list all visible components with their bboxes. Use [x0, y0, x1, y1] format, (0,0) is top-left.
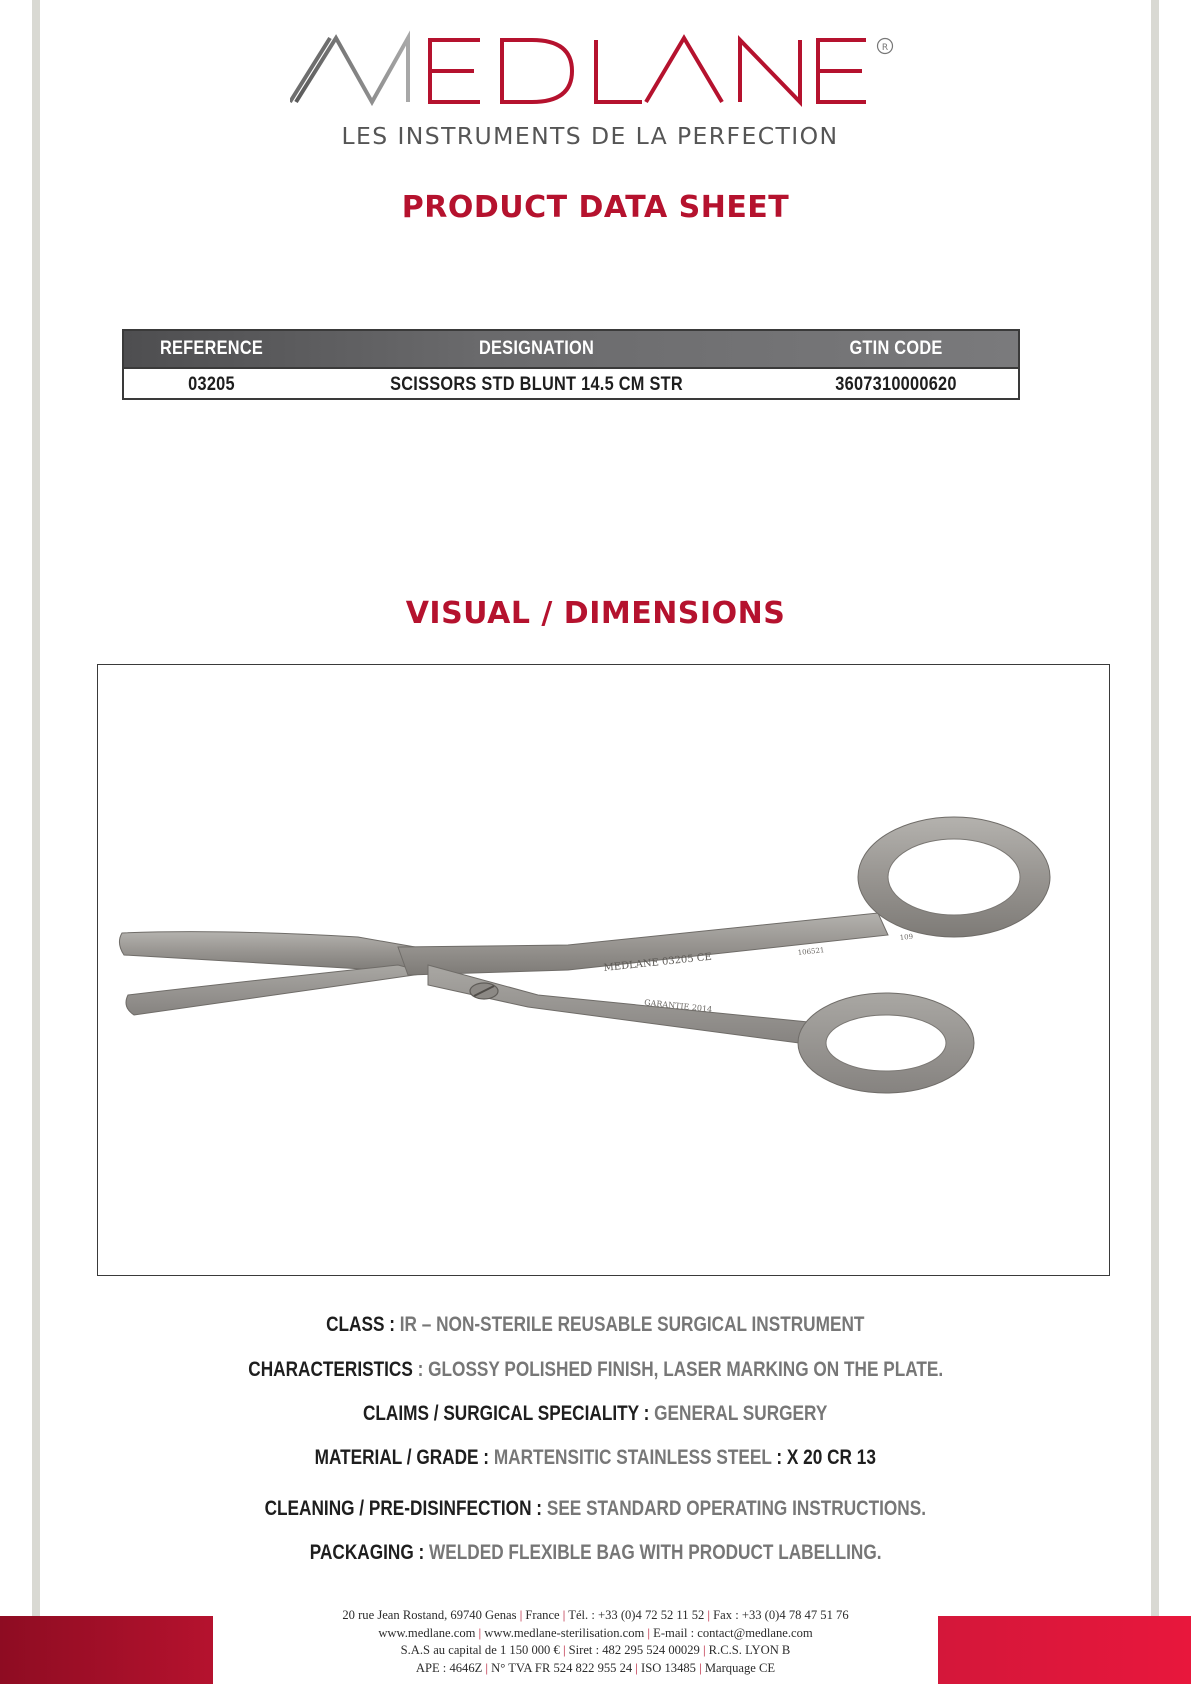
footer-ce: Marquage CE — [704, 1660, 776, 1675]
footer-separator: | — [635, 1660, 638, 1675]
footer-company-info — [0, 1607, 1191, 1677]
medlane-wordmark — [290, 30, 910, 120]
footer-web-1[interactable]: www.medlane.com — [378, 1625, 476, 1640]
spec-cleaning-label: CLEANING / PRE-DISINFECTION : — [264, 1497, 543, 1520]
spec-material-value: MARTENSITIC STAINLESS STEEL — [494, 1446, 772, 1469]
spec-cleaning — [0, 1497, 1191, 1521]
footer-ape: APE : 4646Z — [415, 1660, 483, 1675]
footer-separator: | — [707, 1608, 710, 1622]
spec-material — [0, 1446, 1191, 1470]
spec-material-label: MATERIAL / GRADE : — [314, 1446, 490, 1469]
footer-separator: | — [478, 1625, 482, 1640]
cell-reference: 03205 — [188, 373, 235, 395]
spec-packaging — [0, 1541, 1191, 1565]
medlane-logo — [290, 30, 910, 150]
spec-cleaning-value: SEE STANDARD OPERATING INSTRUCTIONS. — [547, 1497, 927, 1520]
footer-capital: S.A.S au capital de 1 150 000 € — [400, 1643, 560, 1657]
spec-packaging-label: PACKAGING : — [309, 1541, 425, 1564]
footer-rcs: R.C.S. LYON B — [708, 1643, 791, 1657]
footer-line-2 — [0, 1625, 1191, 1643]
visual-dimensions-title: VISUAL / DIMENSIONS — [405, 596, 786, 631]
footer-separator: | — [699, 1660, 702, 1675]
spec-characteristics-label: CHARACTERISTICS — [248, 1358, 413, 1381]
marking-serial: 106521 — [797, 946, 825, 957]
footer-country: France — [525, 1608, 560, 1622]
spec-characteristics — [0, 1358, 1191, 1382]
brand-tagline: LES INSTRUMENTS DE LA PERFECTION — [341, 122, 839, 150]
spec-class — [0, 1313, 1191, 1337]
marking-shank: MEDLANE 03205 CE — [603, 951, 713, 974]
spec-packaging-value: WELDED FLEXIBLE BAG WITH PRODUCT LABELLING. — [428, 1541, 882, 1564]
footer-separator: | — [562, 1608, 566, 1622]
product-data-sheet-title: PRODUCT DATA SHEET — [401, 190, 790, 225]
spec-claims-label: CLAIMS / SURGICAL SPECIALITY : — [363, 1402, 650, 1425]
footer-web-2[interactable]: www.medlane-sterilisation.com — [484, 1625, 645, 1640]
footer-fax: Fax : +33 (0)4 78 47 51 76 — [713, 1608, 849, 1622]
footer-siret: Siret : 482 295 524 00029 — [568, 1643, 700, 1657]
spec-class-label: CLASS : — [326, 1313, 396, 1336]
spec-claims — [0, 1402, 1191, 1426]
reference-table — [122, 329, 1020, 400]
table-row — [124, 367, 1018, 400]
footer-line-3 — [0, 1642, 1191, 1660]
footer-separator: | — [519, 1608, 523, 1622]
footer-iso: ISO 13485 — [641, 1660, 696, 1675]
footer-separator: | — [562, 1643, 566, 1657]
footer-tva: N° TVA FR 524 822 955 24 — [491, 1660, 633, 1675]
footer-line-4 — [0, 1660, 1191, 1678]
visual-dimensions-frame — [97, 664, 1110, 1276]
registered-mark: R — [881, 43, 889, 53]
footer-separator: | — [647, 1625, 651, 1640]
footer-separator: | — [485, 1660, 489, 1675]
table-header-row — [124, 331, 1018, 367]
header-reference: REFERENCE — [159, 338, 264, 359]
cell-designation: SCISSORS STD BLUNT 14.5 CM STR — [390, 373, 683, 395]
footer-email[interactable]: E-mail : contact@medlane.com — [653, 1625, 813, 1640]
header-designation: DESIGNATION — [478, 338, 595, 359]
footer-line-1 — [0, 1607, 1191, 1625]
marking-guarantee: GARANTIE 2014 — [643, 998, 713, 1015]
spec-characteristics-value: : GLOSSY POLISHED FINISH, LASER MARKING ON THE PLATE. — [417, 1358, 943, 1381]
footer-separator: | — [702, 1643, 706, 1657]
footer-address: 20 rue Jean Rostand, 69740 Genas — [342, 1608, 517, 1622]
header-gtin-code: GTIN CODE — [849, 338, 943, 359]
cell-gtin-code: 3607310000620 — [835, 373, 957, 395]
marking-small-code: 109 — [899, 932, 914, 942]
spec-material-extra: : X 20 CR 13 — [776, 1446, 877, 1469]
footer-tel: Tél. : +33 (0)4 72 52 11 52 — [568, 1608, 705, 1622]
scissors-illustration — [98, 665, 1108, 1274]
spec-class-value: IR – NON-STERILE REUSABLE SURGICAL INSTRUMENT — [400, 1313, 865, 1336]
spec-claims-value: GENERAL SURGERY — [654, 1402, 828, 1425]
